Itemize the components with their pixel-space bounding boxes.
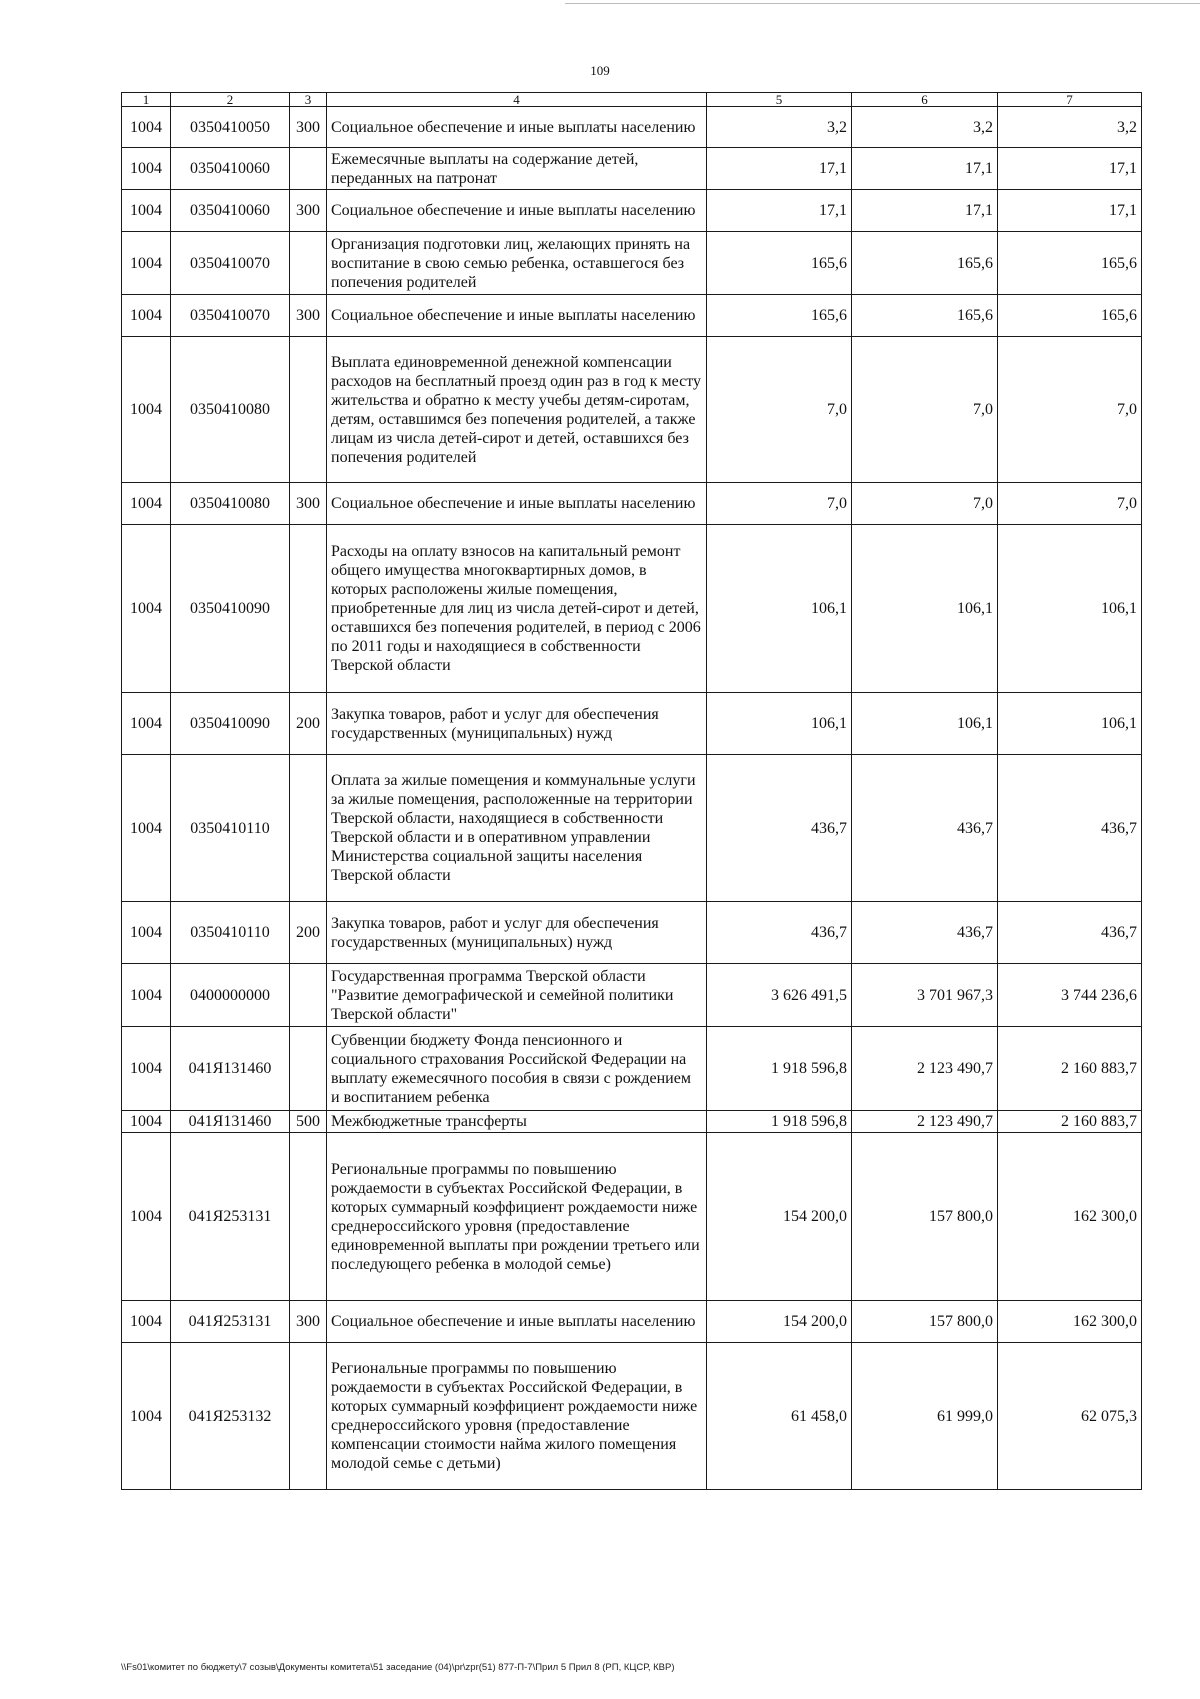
cell-amount-col7: 2 160 883,7	[998, 1111, 1142, 1133]
cell-amount-col6: 106,1	[852, 693, 998, 755]
cell-amount-col5: 106,1	[707, 693, 852, 755]
cell-description: Оплата за жилые помещения и коммунальные услуги за жилые помещения, расположенные на территории Тверской области, находящиеся в собственности Тверской области и в оперативном управлении Министерства социальной защиты населения Тверской области	[327, 755, 707, 902]
cell-target-code: 041Я131460	[171, 1027, 290, 1111]
table-row	[122, 1111, 1142, 1133]
cell-amount-col6: 165,6	[852, 232, 998, 295]
cell-section: 1004	[122, 755, 171, 902]
cell-amount-col7: 7,0	[998, 337, 1142, 483]
cell-amount-col5: 165,6	[707, 295, 852, 337]
table-row	[122, 107, 1142, 148]
cell-target-code: 0350410080	[171, 337, 290, 483]
cell-amount-col6: 436,7	[852, 902, 998, 964]
cell-section: 1004	[122, 190, 171, 232]
cell-expense-type	[290, 1133, 327, 1301]
header-col-3: 3	[290, 93, 327, 107]
cell-section: 1004	[122, 1301, 171, 1343]
header-col-7: 7	[998, 93, 1142, 107]
cell-description: Организация подготовки лиц, желающих принять на воспитание в свою семью ребенка, оставшегося без попечения родителей	[327, 232, 707, 295]
cell-description: Расходы на оплату взносов на капитальный ремонт общего имущества многоквартирных домов, в которых расположены жилые помещения, приобретенные для лиц из числа детей-сирот и детей, оставшихся без попечения родителей, в период с 2006 по 2011 годы и находящиеся в собственности Тверской области	[327, 525, 707, 693]
cell-amount-col7: 106,1	[998, 525, 1142, 693]
table-row	[122, 1133, 1142, 1301]
cell-description: Закупка товаров, работ и услуг для обеспечения государственных (муниципальных) нужд	[327, 693, 707, 755]
header-col-5: 5	[707, 93, 852, 107]
cell-amount-col5: 1 918 596,8	[707, 1111, 852, 1133]
cell-amount-col5: 165,6	[707, 232, 852, 295]
cell-amount-col7: 165,6	[998, 232, 1142, 295]
cell-amount-col7: 162 300,0	[998, 1133, 1142, 1301]
cell-amount-col6: 157 800,0	[852, 1133, 998, 1301]
cell-amount-col6: 7,0	[852, 483, 998, 525]
cell-description: Субвенции бюджету Фонда пенсионного и социального страхования Российской Федерации на выплату ежемесячного пособия в связи с рождением и воспитанием ребенка	[327, 1027, 707, 1111]
cell-amount-col6: 436,7	[852, 755, 998, 902]
cell-description: Государственная программа Тверской области "Развитие демографической и семейной политики Тверской области"	[327, 964, 707, 1027]
cell-amount-col5: 17,1	[707, 148, 852, 190]
table-row	[122, 337, 1142, 483]
cell-section: 1004	[122, 1133, 171, 1301]
cell-expense-type	[290, 1343, 327, 1490]
table-header-row	[122, 93, 1142, 107]
scan-top-edge-line	[565, 3, 1200, 4]
cell-expense-type	[290, 755, 327, 902]
cell-amount-col7: 62 075,3	[998, 1343, 1142, 1490]
cell-description: Закупка товаров, работ и услуг для обеспечения государственных (муниципальных) нужд	[327, 902, 707, 964]
cell-amount-col7: 2 160 883,7	[998, 1027, 1142, 1111]
cell-description: Региональные программы по повышению рождаемости в субъектах Российской Федерации, в которых суммарный коэффициент рождаемости ниже среднероссийского уровня (предоставление единовременной выплаты при рождении третьего или последующего ребенка в молодой семье)	[327, 1133, 707, 1301]
cell-target-code: 0400000000	[171, 964, 290, 1027]
cell-amount-col6: 61 999,0	[852, 1343, 998, 1490]
cell-amount-col7: 165,6	[998, 295, 1142, 337]
table-row	[122, 190, 1142, 232]
cell-expense-type	[290, 148, 327, 190]
cell-amount-col5: 7,0	[707, 483, 852, 525]
cell-amount-col7: 106,1	[998, 693, 1142, 755]
table-row	[122, 148, 1142, 190]
header-col-2: 2	[171, 93, 290, 107]
header-col-6: 6	[852, 93, 998, 107]
header-col-4: 4	[327, 93, 707, 107]
cell-expense-type: 200	[290, 902, 327, 964]
cell-target-code: 0350410060	[171, 190, 290, 232]
cell-amount-col6: 165,6	[852, 295, 998, 337]
cell-amount-col6: 3 701 967,3	[852, 964, 998, 1027]
cell-expense-type	[290, 1027, 327, 1111]
table-row	[122, 964, 1142, 1027]
cell-target-code: 0350410090	[171, 693, 290, 755]
table-row	[122, 295, 1142, 337]
cell-target-code: 0350410080	[171, 483, 290, 525]
cell-section: 1004	[122, 337, 171, 483]
cell-amount-col6: 3,2	[852, 107, 998, 148]
cell-amount-col6: 106,1	[852, 525, 998, 693]
cell-section: 1004	[122, 232, 171, 295]
cell-expense-type	[290, 232, 327, 295]
cell-description: Социальное обеспечение и иные выплаты населению	[327, 1301, 707, 1343]
cell-target-code: 041Я253131	[171, 1133, 290, 1301]
cell-section: 1004	[122, 1343, 171, 1490]
cell-amount-col6: 2 123 490,7	[852, 1111, 998, 1133]
cell-section: 1004	[122, 295, 171, 337]
cell-expense-type	[290, 337, 327, 483]
cell-amount-col5: 7,0	[707, 337, 852, 483]
table-row	[122, 1027, 1142, 1111]
cell-expense-type: 500	[290, 1111, 327, 1133]
cell-section: 1004	[122, 1027, 171, 1111]
cell-section: 1004	[122, 902, 171, 964]
table-row	[122, 1301, 1142, 1343]
cell-amount-col7: 7,0	[998, 483, 1142, 525]
cell-amount-col7: 436,7	[998, 755, 1142, 902]
cell-amount-col5: 106,1	[707, 525, 852, 693]
cell-section: 1004	[122, 525, 171, 693]
cell-target-code: 041Я253131	[171, 1301, 290, 1343]
cell-amount-col5: 154 200,0	[707, 1301, 852, 1343]
budget-table	[121, 92, 1142, 1490]
cell-amount-col5: 154 200,0	[707, 1133, 852, 1301]
cell-description: Социальное обеспечение и иные выплаты населению	[327, 107, 707, 148]
cell-target-code: 0350410070	[171, 295, 290, 337]
table-body	[122, 107, 1142, 1490]
table-row	[122, 483, 1142, 525]
cell-amount-col7: 162 300,0	[998, 1301, 1142, 1343]
cell-description: Межбюджетные трансферты	[327, 1111, 707, 1133]
table-row	[122, 693, 1142, 755]
cell-target-code: 041Я253132	[171, 1343, 290, 1490]
cell-amount-col5: 1 918 596,8	[707, 1027, 852, 1111]
cell-amount-col7: 17,1	[998, 148, 1142, 190]
cell-description: Социальное обеспечение и иные выплаты населению	[327, 483, 707, 525]
cell-section: 1004	[122, 1111, 171, 1133]
cell-expense-type: 300	[290, 190, 327, 232]
cell-expense-type: 300	[290, 107, 327, 148]
table-row	[122, 525, 1142, 693]
cell-expense-type	[290, 525, 327, 693]
header-col-1: 1	[122, 93, 171, 107]
cell-amount-col7: 17,1	[998, 190, 1142, 232]
cell-amount-col6: 7,0	[852, 337, 998, 483]
table-header	[122, 93, 1142, 107]
cell-amount-col5: 3,2	[707, 107, 852, 148]
cell-amount-col5: 17,1	[707, 190, 852, 232]
cell-amount-col7: 3 744 236,6	[998, 964, 1142, 1027]
cell-section: 1004	[122, 107, 171, 148]
cell-target-code: 0350410060	[171, 148, 290, 190]
cell-expense-type: 300	[290, 483, 327, 525]
cell-description: Социальное обеспечение и иные выплаты населению	[327, 190, 707, 232]
cell-description: Ежемесячные выплаты на содержание детей, переданных на патронат	[327, 148, 707, 190]
cell-target-code: 0350410110	[171, 902, 290, 964]
cell-expense-type: 300	[290, 1301, 327, 1343]
cell-amount-col5: 3 626 491,5	[707, 964, 852, 1027]
cell-amount-col6: 157 800,0	[852, 1301, 998, 1343]
cell-amount-col7: 436,7	[998, 902, 1142, 964]
cell-expense-type: 200	[290, 693, 327, 755]
cell-section: 1004	[122, 148, 171, 190]
cell-section: 1004	[122, 693, 171, 755]
cell-amount-col6: 17,1	[852, 190, 998, 232]
cell-target-code: 0350410050	[171, 107, 290, 148]
cell-amount-col7: 3,2	[998, 107, 1142, 148]
cell-target-code: 0350410090	[171, 525, 290, 693]
cell-expense-type	[290, 964, 327, 1027]
page-number: 109	[590, 63, 610, 78]
table-row	[122, 232, 1142, 295]
cell-amount-col5: 436,7	[707, 902, 852, 964]
cell-description: Выплата единовременной денежной компенсации расходов на бесплатный проезд один раз в год к месту жительства и обратно к месту учебы детям-сиротам, детям, оставшимся без попечения родителей, а также лицам из числа детей-сирот и детей, оставшихся без попечения родителей	[327, 337, 707, 483]
footer-file-path: \\Fs01\комитет по бюджету\7 созыв\Документы комитета\51 заседание (04)\pr\zpr(51) 877-П-7\Прил 5 Прил 8 (РП, КЦСР, КВР)	[121, 1662, 675, 1673]
cell-target-code: 0350410110	[171, 755, 290, 902]
table-row	[122, 755, 1142, 902]
table-row	[122, 902, 1142, 964]
cell-description: Региональные программы по повышению рождаемости в субъектах Российской Федерации, в которых суммарный коэффициент рождаемости ниже среднероссийского уровня (предоставление компенсации стоимости найма жилого помещения молодой семье с детьми)	[327, 1343, 707, 1490]
cell-target-code: 041Я131460	[171, 1111, 290, 1133]
table-row	[122, 1343, 1142, 1490]
cell-amount-col6: 17,1	[852, 148, 998, 190]
cell-amount-col6: 2 123 490,7	[852, 1027, 998, 1111]
cell-section: 1004	[122, 483, 171, 525]
cell-amount-col5: 61 458,0	[707, 1343, 852, 1490]
cell-expense-type: 300	[290, 295, 327, 337]
cell-section: 1004	[122, 964, 171, 1027]
cell-target-code: 0350410070	[171, 232, 290, 295]
cell-description: Социальное обеспечение и иные выплаты населению	[327, 295, 707, 337]
cell-amount-col5: 436,7	[707, 755, 852, 902]
